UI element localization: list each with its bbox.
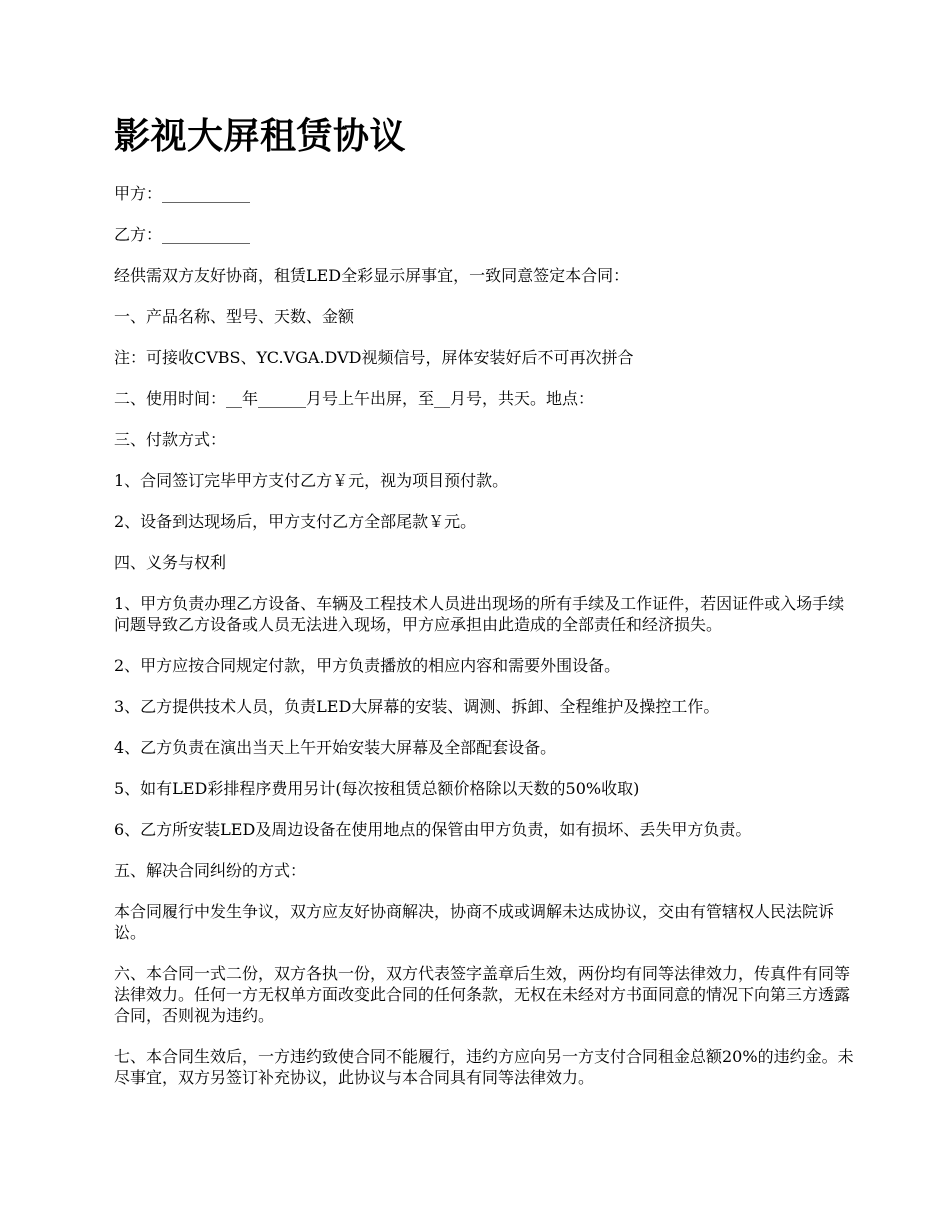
party-b-line: 乙方：___________ (114, 225, 251, 244)
section-7-clause: 七、本合同生效后，一方违约致使合同不能履行，违约方应向另一方支付合同租金总额20%的违约金。未尽事宜，双方另签订补充协议，此协议与本合同具有同等法律效力。 (114, 1047, 854, 1087)
section-6-clause: 六、本合同一式二份，双方各执一份，双方代表签字盖章后生效，两份均有同等法律效力，传真件有同等法律效力。任何一方无权单方面改变此合同的任何条款，无权在未经对方书面同意的情况下向第三方透露合同，否则视为违约。 (114, 964, 851, 1025)
duty-clause-3: 3、乙方提供技术人员，负责LED大屏幕的安装、调测、拆卸、全程维护及操控工作。 (114, 697, 720, 716)
section-1-note: 注：可接收CVBS、YC.VGA.DVD视频信号，屏体安装好后不可再次拼合 (114, 348, 634, 367)
section-3-heading: 三、付款方式： (114, 430, 227, 449)
preamble: 经供需双方友好协商，租赁LED全彩显示屏事宜，一致同意签定本合同： (114, 266, 630, 285)
section-5-heading: 五、解决合同纠纷的方式： (114, 861, 307, 880)
duty-clause-2: 2、甲方应按合同规定付款，甲方负责播放的相应内容和需要外围设备。 (114, 656, 621, 675)
party-a-line: 甲方：___________ (114, 184, 251, 203)
duty-clause-4: 4、乙方负责在演出当天上午开始安装大屏幕及全部配套设备。 (114, 738, 557, 757)
section-2-usage-time: 二、使用时间：__年______月号上午出屏，至__月号，共天。地点： (114, 389, 595, 408)
payment-clause-1: 1、合同签订完毕甲方支付乙方￥元，视为项目预付款。 (114, 471, 509, 490)
document-body (114, 110, 854, 1108)
section-4-heading: 四、义务与权利 (114, 553, 227, 572)
dispute-clause: 本合同履行中发生争议，双方应友好协商解决，协商不成或调解未达成协议，交由有管辖权人民法院诉讼。 (114, 902, 835, 942)
duty-clause-6: 6、乙方所安装LED及周边设备在使用地点的保管由甲方负责，如有损坏、丢失甲方负责。 (114, 820, 752, 839)
duty-clause-1: 1、甲方负责办理乙方设备、车辆及工程技术人员进出现场的所有手续及工作证件，若因证件或入场手续问题导致乙方设备或人员无法进入现场，甲方应承担由此造成的全部责任和经济损失。 (114, 594, 845, 634)
document-title: 影视大屏租赁协议 (114, 115, 407, 157)
duty-clause-5: 5、如有LED彩排程序费用另计(每次按租赁总额价格除以天数的50%收取) (114, 779, 640, 798)
section-1-heading: 一、产品名称、型号、天数、金额 (114, 307, 355, 326)
payment-clause-2: 2、设备到达现场后，甲方支付乙方全部尾款￥元。 (114, 512, 477, 531)
